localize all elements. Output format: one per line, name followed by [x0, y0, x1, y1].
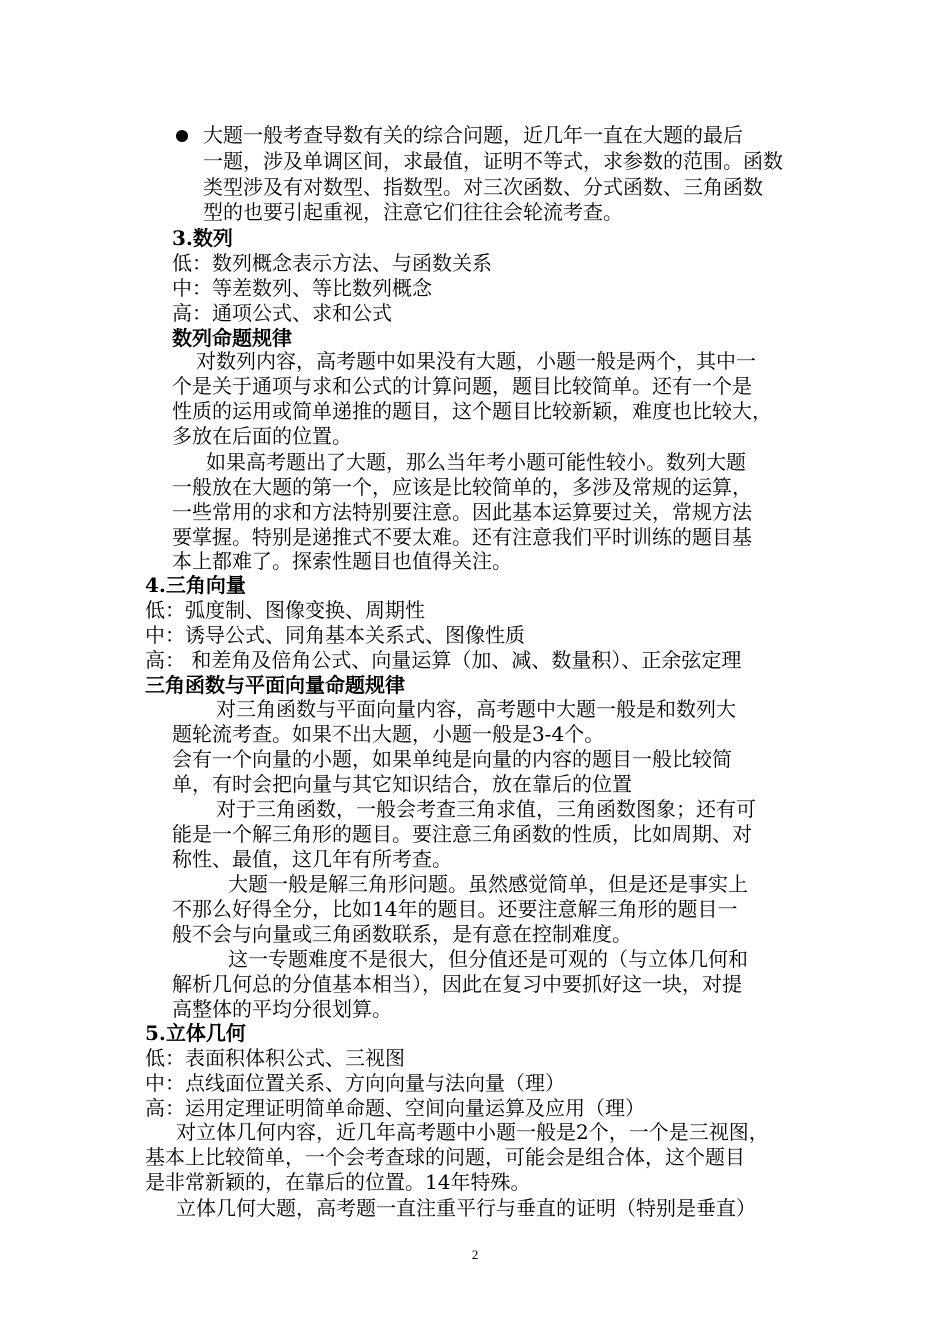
text-line: 解析几何总的分值基本相当），因此在复习中要抓好这一块，对提	[172, 972, 742, 996]
level-high: 高：运用定理证明简单命题、空间向量运算及应用（理）	[145, 1096, 645, 1120]
text-line: 类型涉及有对数型、指数型。对三次函数、分式函数、三角函数	[203, 175, 763, 199]
page-number: 2	[471, 1247, 479, 1262]
text-line: 一般放在大题的第一个，应该是比较简单的，多涉及常规的运算，	[172, 475, 752, 499]
text-line: 题轮流考查。如果不出大题，小题一般是3-4个。	[172, 722, 605, 746]
text-line: 多放在后面的位置。	[172, 424, 352, 448]
text-line: 是非常新颖的，在靠后的位置。14年特殊。	[145, 1170, 531, 1194]
text-line: 大题一般是解三角形问题。虽然感觉简单，但是还是事实上	[228, 872, 748, 896]
text-line: 一题，涉及单调区间，求最值，证明不等式，求参数的范围。函数	[203, 149, 783, 173]
level-mid: 中：点线面位置关系、方向向量与法向量（理）	[145, 1071, 565, 1095]
text-line: 能是一个解三角形的题目。要注意三角函数的性质，比如周期、对	[172, 822, 752, 846]
text-line: 如果高考题出了大题，那么当年考小题可能性较小。数列大题	[206, 450, 746, 474]
text-line: 一些常用的求和方法特别要注意。因此基本运算要过关，常规方法	[172, 500, 752, 524]
text-line: 对立体几何内容，近几年高考题中小题一般是2个，一个是三视图，	[176, 1120, 769, 1144]
section-heading: 5.立体几何	[145, 1021, 246, 1045]
section-heading: 3.数列	[172, 226, 233, 250]
text-line: 性质的运用或简单递推的题目，这个题目比较新颖，难度也比较大，	[172, 399, 772, 423]
text-line: 要掌握。特别是递推式不要太难。还有注意我们平时训练的题目基	[172, 525, 752, 549]
text-line: 不那么好得全分，比如14年的题目。还要注意解三角形的题目一	[172, 897, 738, 921]
text-line: 对三角函数与平面向量内容，高考题中大题一般是和数列大	[216, 697, 736, 721]
text-line: 单，有时会把向量与其它知识结合，放在靠后的位置	[172, 772, 632, 796]
text-line: 对于三角函数，一般会考查三角求值，三角函数图象；还有可	[216, 797, 756, 821]
rule-heading: 数列命题规律	[172, 326, 292, 350]
text-line: 这一专题难度不是很大，但分值还是可观的（与立体几何和	[228, 947, 748, 971]
level-low: 低：数列概念表示方法、与函数关系	[172, 251, 492, 275]
text-line: 型的也要引起重视，注意它们往往会轮流考查。	[203, 200, 623, 224]
text-line: 称性、最值，这几年有所考查。	[172, 847, 452, 871]
text-line: 立体几何大题，高考题一直注重平行与垂直的证明（特别是垂直）	[176, 1196, 756, 1220]
text-line: 个是关于通项与求和公式的计算问题，题目比较简单。还有一个是	[172, 374, 752, 398]
text-line: 会有一个向量的小题，如果单纯是向量的内容的题目一般比较简	[172, 747, 732, 771]
text-line: 高整体的平均分很划算。	[172, 997, 392, 1021]
text-line: 对数列内容，高考题中如果没有大题，小题一般是两个，其中一	[196, 349, 756, 373]
text-line: 大题一般考查导数有关的综合问题，近几年一直在大题的最后	[203, 123, 743, 147]
level-mid: 中：诱导公式、同角基本关系式、图像性质	[145, 623, 525, 647]
level-low: 低：弧度制、图像变换、周期性	[145, 598, 425, 622]
text-line: 般不会与向量或三角函数联系，是有意在控制难度。	[172, 922, 632, 946]
bullet-dot-icon	[176, 130, 188, 142]
level-high: 高： 和差角及倍角公式、向量运算（加、减、数量积）、正余弦定理	[145, 648, 742, 672]
level-mid: 中：等差数列、等比数列概念	[172, 276, 432, 300]
text-line: 本上都难了。探索性题目也值得关注。	[172, 549, 512, 573]
section-heading: 4.三角向量	[145, 573, 246, 597]
level-high: 高：通项公式、求和公式	[172, 301, 392, 325]
text-line: 基本上比较简单，一个会考查球的问题，可能会是组合体，这个题目	[145, 1145, 745, 1169]
level-low: 低：表面积体积公式、三视图	[145, 1046, 405, 1070]
rule-heading: 三角函数与平面向量命题规律	[145, 673, 405, 697]
